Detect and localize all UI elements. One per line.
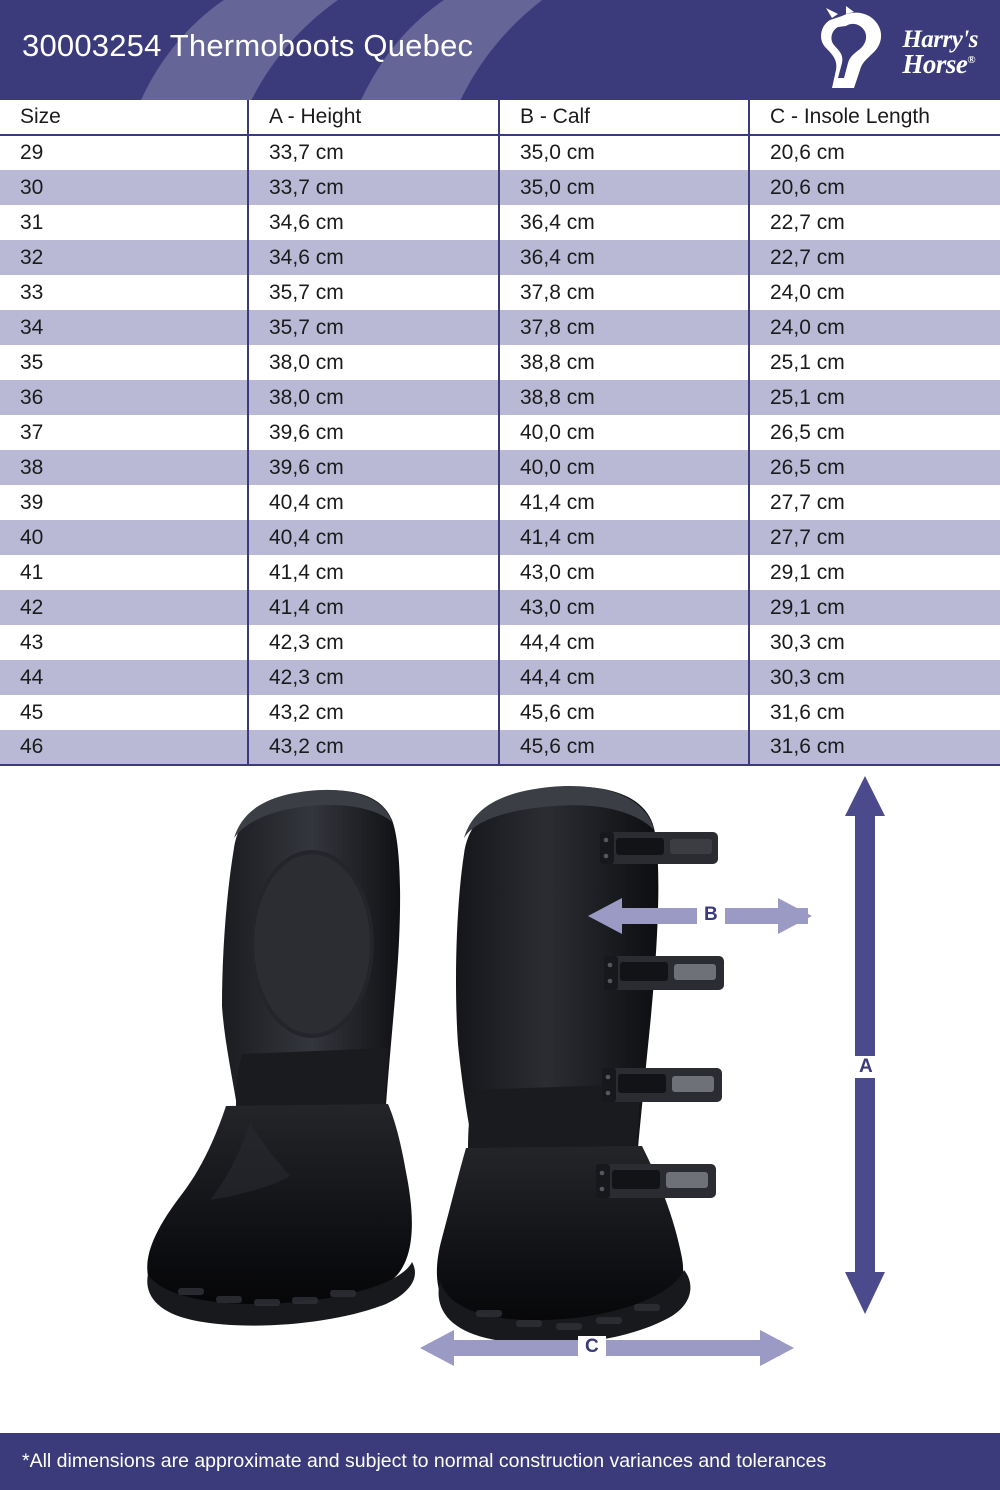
table-cell: 42,3 cm — [248, 660, 499, 695]
table-cell: 35,7 cm — [248, 310, 499, 345]
table-cell: 40 — [0, 520, 248, 555]
table-row — [0, 205, 1000, 240]
table-cell: 45,6 cm — [499, 730, 749, 765]
table-cell: 30,3 cm — [770, 630, 845, 654]
table-cell: 46 — [0, 730, 248, 765]
table-cell: 40,4 cm — [248, 485, 499, 520]
table-cell: 34,6 cm — [248, 205, 499, 240]
table-cell: 33,7 cm — [248, 135, 499, 170]
table-cell: 22,7 cm — [770, 210, 845, 234]
table-cell: 34,6 cm — [248, 240, 499, 275]
column-header-height: A - Height — [248, 100, 499, 135]
table-cell: 44,4 cm — [499, 625, 749, 660]
table-cell: 44 — [0, 660, 248, 695]
disclaimer-text: *All dimensions are approximate and subject to normal construction variances and tolerances — [22, 1450, 827, 1472]
brand-line-2: Horse — [902, 48, 968, 79]
table-cell: 38,0 cm — [248, 380, 499, 415]
table-cell: 39,6 cm — [248, 450, 499, 485]
table-cell: 38,8 cm — [499, 380, 749, 415]
table-cell: 36,4 cm — [499, 240, 749, 275]
table-cell: 24,0 cm — [770, 280, 845, 304]
table-cell: 37 — [0, 415, 248, 450]
table-cell: 31,6 cm — [749, 730, 1000, 765]
table-cell: 40,4 cm — [248, 520, 499, 555]
table-cell: 35,0 cm — [499, 170, 749, 205]
table-cell: 29,1 cm — [749, 590, 1000, 625]
table-row — [0, 520, 1000, 555]
table-cell: 27,7 cm — [749, 520, 1000, 555]
table-row — [0, 345, 1000, 380]
table-cell: 29,1 cm — [770, 560, 845, 584]
product-diagram — [0, 766, 1000, 1421]
table-cell: 29 — [0, 135, 248, 170]
column-header-size: Size — [0, 100, 248, 135]
table-cell: 30,3 cm — [749, 660, 1000, 695]
table-cell: 30 — [0, 170, 248, 205]
table-cell: 27,7 cm — [770, 490, 845, 514]
table-cell: 41 — [0, 555, 248, 590]
table-cell: 24,0 cm — [749, 310, 1000, 345]
table-cell: 37,8 cm — [499, 275, 749, 310]
table-cell: 40,0 cm — [499, 450, 749, 485]
table-cell: 41,4 cm — [248, 590, 499, 625]
table-cell: 42 — [0, 590, 248, 625]
table-cell: 42,3 cm — [248, 625, 499, 660]
table-row — [0, 695, 1000, 730]
table-cell: 35,0 cm — [499, 135, 749, 170]
table-cell: 39 — [0, 485, 248, 520]
table-cell: 45 — [0, 695, 248, 730]
table-cell: 36 — [0, 380, 248, 415]
table-cell: 20,6 cm — [770, 141, 845, 164]
measurement-label-b: B — [697, 904, 725, 926]
table-cell: 34 — [0, 310, 248, 345]
table-cell: 39,6 cm — [248, 415, 499, 450]
table-row — [0, 485, 1000, 520]
table-cell: 40,0 cm — [499, 415, 749, 450]
table-cell: 41,4 cm — [248, 555, 499, 590]
brand-wordmark — [902, 28, 978, 77]
column-header-calf: B - Calf — [499, 100, 749, 135]
table-row — [0, 310, 1000, 345]
table-cell: 20,6 cm — [749, 170, 1000, 205]
table-cell: 38 — [0, 450, 248, 485]
table-cell: 43,2 cm — [248, 730, 499, 765]
table-header-row — [0, 100, 1000, 135]
table-cell: 45,6 cm — [499, 695, 749, 730]
table-cell: 25,1 cm — [749, 380, 1000, 415]
table-row — [0, 380, 1000, 415]
table-cell: 25,1 cm — [770, 350, 845, 374]
table-cell: 44,4 cm — [499, 660, 749, 695]
table-cell: 26,5 cm — [749, 450, 1000, 485]
table-row — [0, 240, 1000, 275]
table-cell: 36,4 cm — [499, 205, 749, 240]
table-cell: 33,7 cm — [248, 170, 499, 205]
table-cell: 38,0 cm — [248, 345, 499, 380]
table-row — [0, 135, 1000, 170]
table-cell: 43,0 cm — [499, 555, 749, 590]
table-row — [0, 590, 1000, 625]
table-cell: 38,8 cm — [499, 345, 749, 380]
table-body — [0, 135, 1000, 765]
measurement-label-a: A — [852, 1056, 880, 1078]
table-cell: 33 — [0, 275, 248, 310]
page-footer — [0, 1433, 1000, 1490]
table-cell: 32 — [0, 240, 248, 275]
table-row — [0, 275, 1000, 310]
table-cell: 35,7 cm — [248, 275, 499, 310]
table-cell: 43,0 cm — [499, 590, 749, 625]
table-cell: 43,2 cm — [248, 695, 499, 730]
table-row — [0, 450, 1000, 485]
table-row — [0, 625, 1000, 660]
table-row — [0, 170, 1000, 205]
size-table-container — [0, 100, 1000, 766]
table-cell: 31 — [0, 205, 248, 240]
measurement-label-c: C — [578, 1336, 606, 1358]
brand-line-1: Harry's — [902, 26, 978, 53]
table-cell: 41,4 cm — [499, 485, 749, 520]
table-row — [0, 660, 1000, 695]
column-header-insole-length: C - Insole Length — [749, 100, 1000, 135]
size-table — [0, 100, 1000, 766]
table-row — [0, 555, 1000, 590]
registered-mark: ® — [967, 53, 976, 66]
table-row — [0, 415, 1000, 450]
table-cell: 35 — [0, 345, 248, 380]
measurement-arrows — [0, 766, 1000, 1421]
table-cell: 31,6 cm — [770, 700, 845, 724]
table-cell: 43 — [0, 625, 248, 660]
table-row — [0, 730, 1000, 765]
table-cell: 26,5 cm — [770, 420, 845, 444]
page-header — [0, 0, 1000, 100]
page-title: 30003254 Thermoboots Quebec — [22, 28, 474, 63]
table-cell: 41,4 cm — [499, 520, 749, 555]
table-cell: 37,8 cm — [499, 310, 749, 345]
table-cell: 22,7 cm — [749, 240, 1000, 275]
